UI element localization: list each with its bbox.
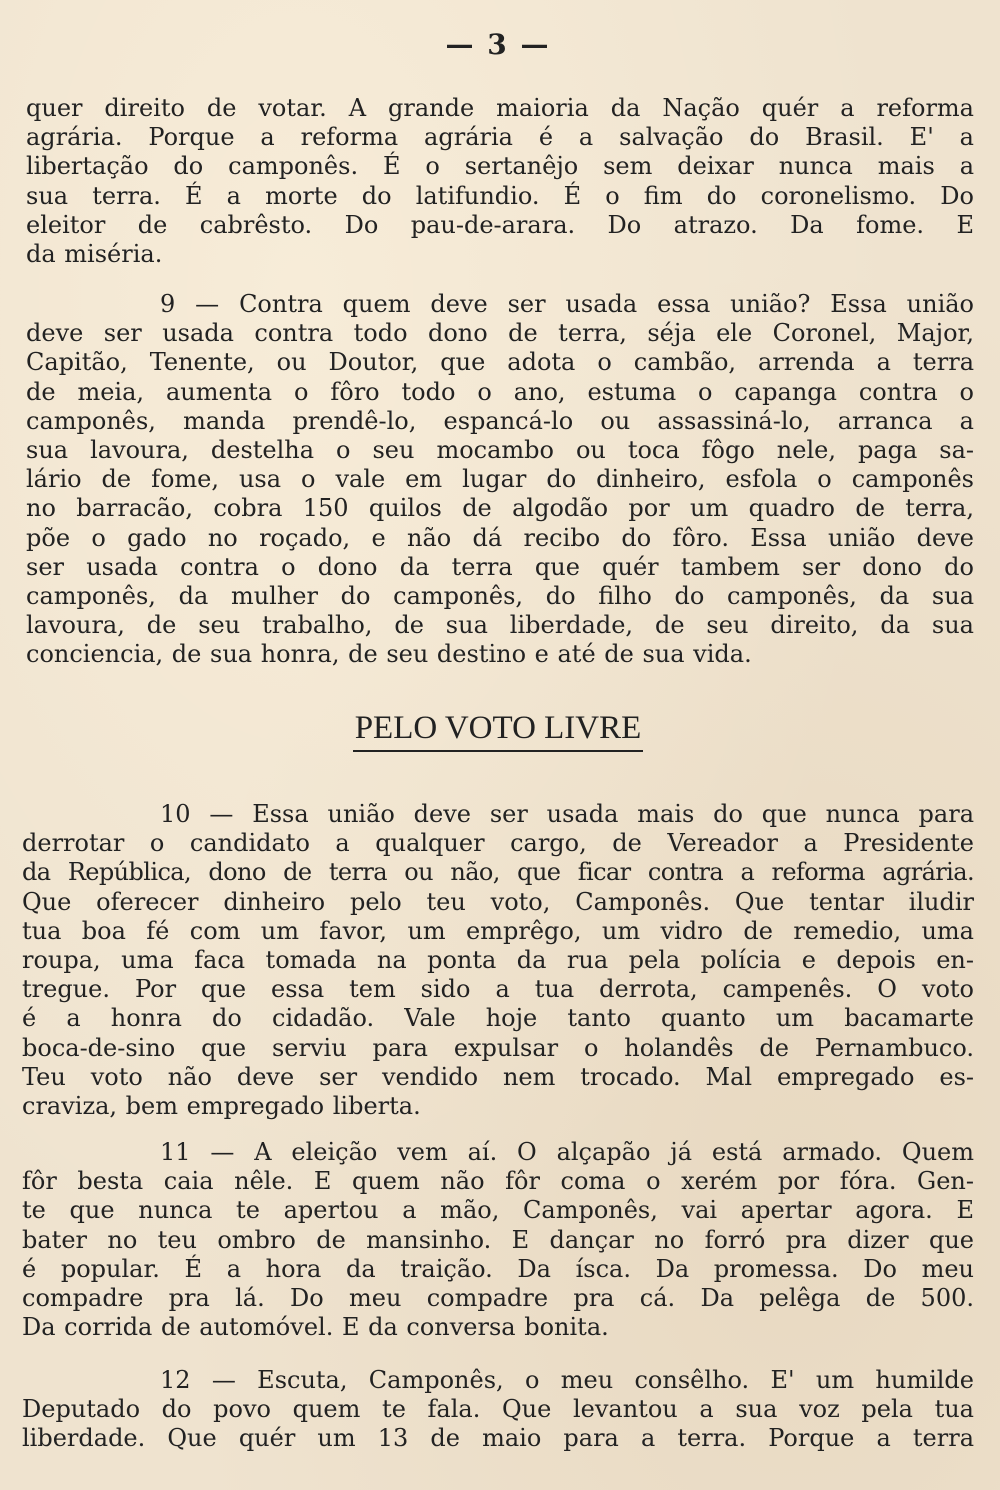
text-line: Da corrida de automóvel. E da conversa bonita. xyxy=(22,1313,609,1342)
text-line: tua boa fé com um favor, um emprêgo, um vidro de remedio, uma xyxy=(22,916,974,945)
document-page xyxy=(22,0,974,1490)
text-line: 9 — Contra quem deve ser usada essa união? Essa união xyxy=(160,290,974,318)
text-line: bater no teu ombro de mansinho. E dançar no forró pra dizer que xyxy=(22,1225,974,1254)
text-line: craviza, bem empregado liberta. xyxy=(22,1092,421,1121)
text-line: deve ser usada contra todo dono de terra, séja ele Coronel, Major, xyxy=(26,319,974,348)
text-line: Capitão, Tenente, ou Doutor, que adota o cambão, arrenda a terra xyxy=(26,348,974,377)
text-line: te que nunca te apertou a mão, Camponês, vai apertar agora. E xyxy=(22,1196,974,1225)
text-line: da República, dono de terra ou não, que ficar contra a reforma agrária. xyxy=(22,858,974,887)
text-line: conciencia, de sua honra, de seu destino e até de sua vida. xyxy=(26,640,752,669)
text-line: Teu voto não deve ser vendido nem trocado. Mal empregado es- xyxy=(22,1062,974,1091)
text-line: tregue. Por que essa tem sido a tua derrota, campenês. O voto xyxy=(22,975,974,1004)
text-line: Que oferecer dinheiro pelo teu voto, Camponês. Que tentar iludir xyxy=(22,887,974,916)
text-line: Deputado do povo quem te fala. Que levantou a sua voz pela tua xyxy=(22,1395,974,1424)
text-line: camponês, da mulher do camponês, do filho do camponês, da sua xyxy=(26,582,974,611)
text-line: é a honra do cidadão. Vale hoje tanto quanto um bacamarte xyxy=(22,1004,974,1033)
text-line: fôr besta caia nêle. E quem não fôr coma o xerém por fóra. Gen- xyxy=(22,1167,974,1196)
text-line: lavoura, de seu trabalho, de sua liberdade, de seu direito, da sua xyxy=(26,611,974,640)
text-line: da miséria. xyxy=(26,240,163,269)
text-line: ser usada contra o dono da terra que quér tambem ser dono do xyxy=(26,552,974,581)
text-line: 11 — A eleição vem aí. O alçapão já está armado. Quem xyxy=(160,1138,974,1166)
paragraph-intro xyxy=(22,94,974,269)
text-line: eleitor de cabrêsto. Do pau-de-arara. Do atrazo. Da fome. E xyxy=(26,210,974,239)
text-line: sua lavoura, destelha o seu mocambo ou toca fôgo nele, paga sa- xyxy=(26,436,974,465)
text-line: camponês, manda prendê-lo, espancá-lo ou assassiná-lo, arranca a xyxy=(26,406,974,435)
section-heading xyxy=(22,708,974,752)
text-line: no barracão, cobra 150 quilos de algodão por um quadro de terra, xyxy=(26,494,974,523)
paragraph-9 xyxy=(22,290,974,670)
text-line: liberdade. Que quér um 13 de maio para a terra. Porque a terra xyxy=(22,1424,974,1453)
text-line: roupa, uma faca tomada na ponta da rua pela polícia e depois en- xyxy=(22,946,974,975)
paragraph-11 xyxy=(22,1138,974,1342)
text-line: põe o gado no roçado, e não dá recibo do fôro. Essa união deve xyxy=(26,523,974,552)
text-line: libertação do camponês. É o sertanêjo sem deixar nunca mais a xyxy=(26,152,974,181)
text-line: agrária. Porque a reforma agrária é a salvação do Brasil. E' a xyxy=(26,123,974,152)
text-line: de meia, aumenta o fôro todo o ano, estuma o capanga contra o xyxy=(26,377,974,406)
paragraph-10 xyxy=(22,800,974,1121)
text-line: lário de fome, usa o vale em lugar do dinheiro, esfola o camponês xyxy=(26,465,974,494)
text-line: é popular. É a hora da traição. Da ísca. Da promessa. Do meu xyxy=(22,1254,974,1283)
text-line: 12 — Escuta, Camponês, o meu consêlho. E' um humilde xyxy=(160,1366,974,1394)
text-line: 10 — Essa união deve ser usada mais do que nunca para xyxy=(160,800,974,828)
text-line: sua terra. É a morte do latifundio. É o fim do coronelismo. Do xyxy=(26,181,974,210)
text-line: quer direito de votar. A grande maioria da Nação quér a reforma xyxy=(26,94,974,122)
paragraph-12 xyxy=(22,1366,974,1454)
text-line: compadre pra lá. Do meu compadre pra cá. Da pelêga de 500. xyxy=(22,1284,974,1313)
section-heading-text: PELO VOTO LIVRE xyxy=(353,708,644,752)
page-number: — 3 — xyxy=(445,28,551,61)
text-line: boca-de-sino que serviu para expulsar o holandês de Pernambuco. xyxy=(22,1033,974,1062)
text-line: derrotar o candidato a qualquer cargo, de Vereador a Presidente xyxy=(22,829,974,858)
